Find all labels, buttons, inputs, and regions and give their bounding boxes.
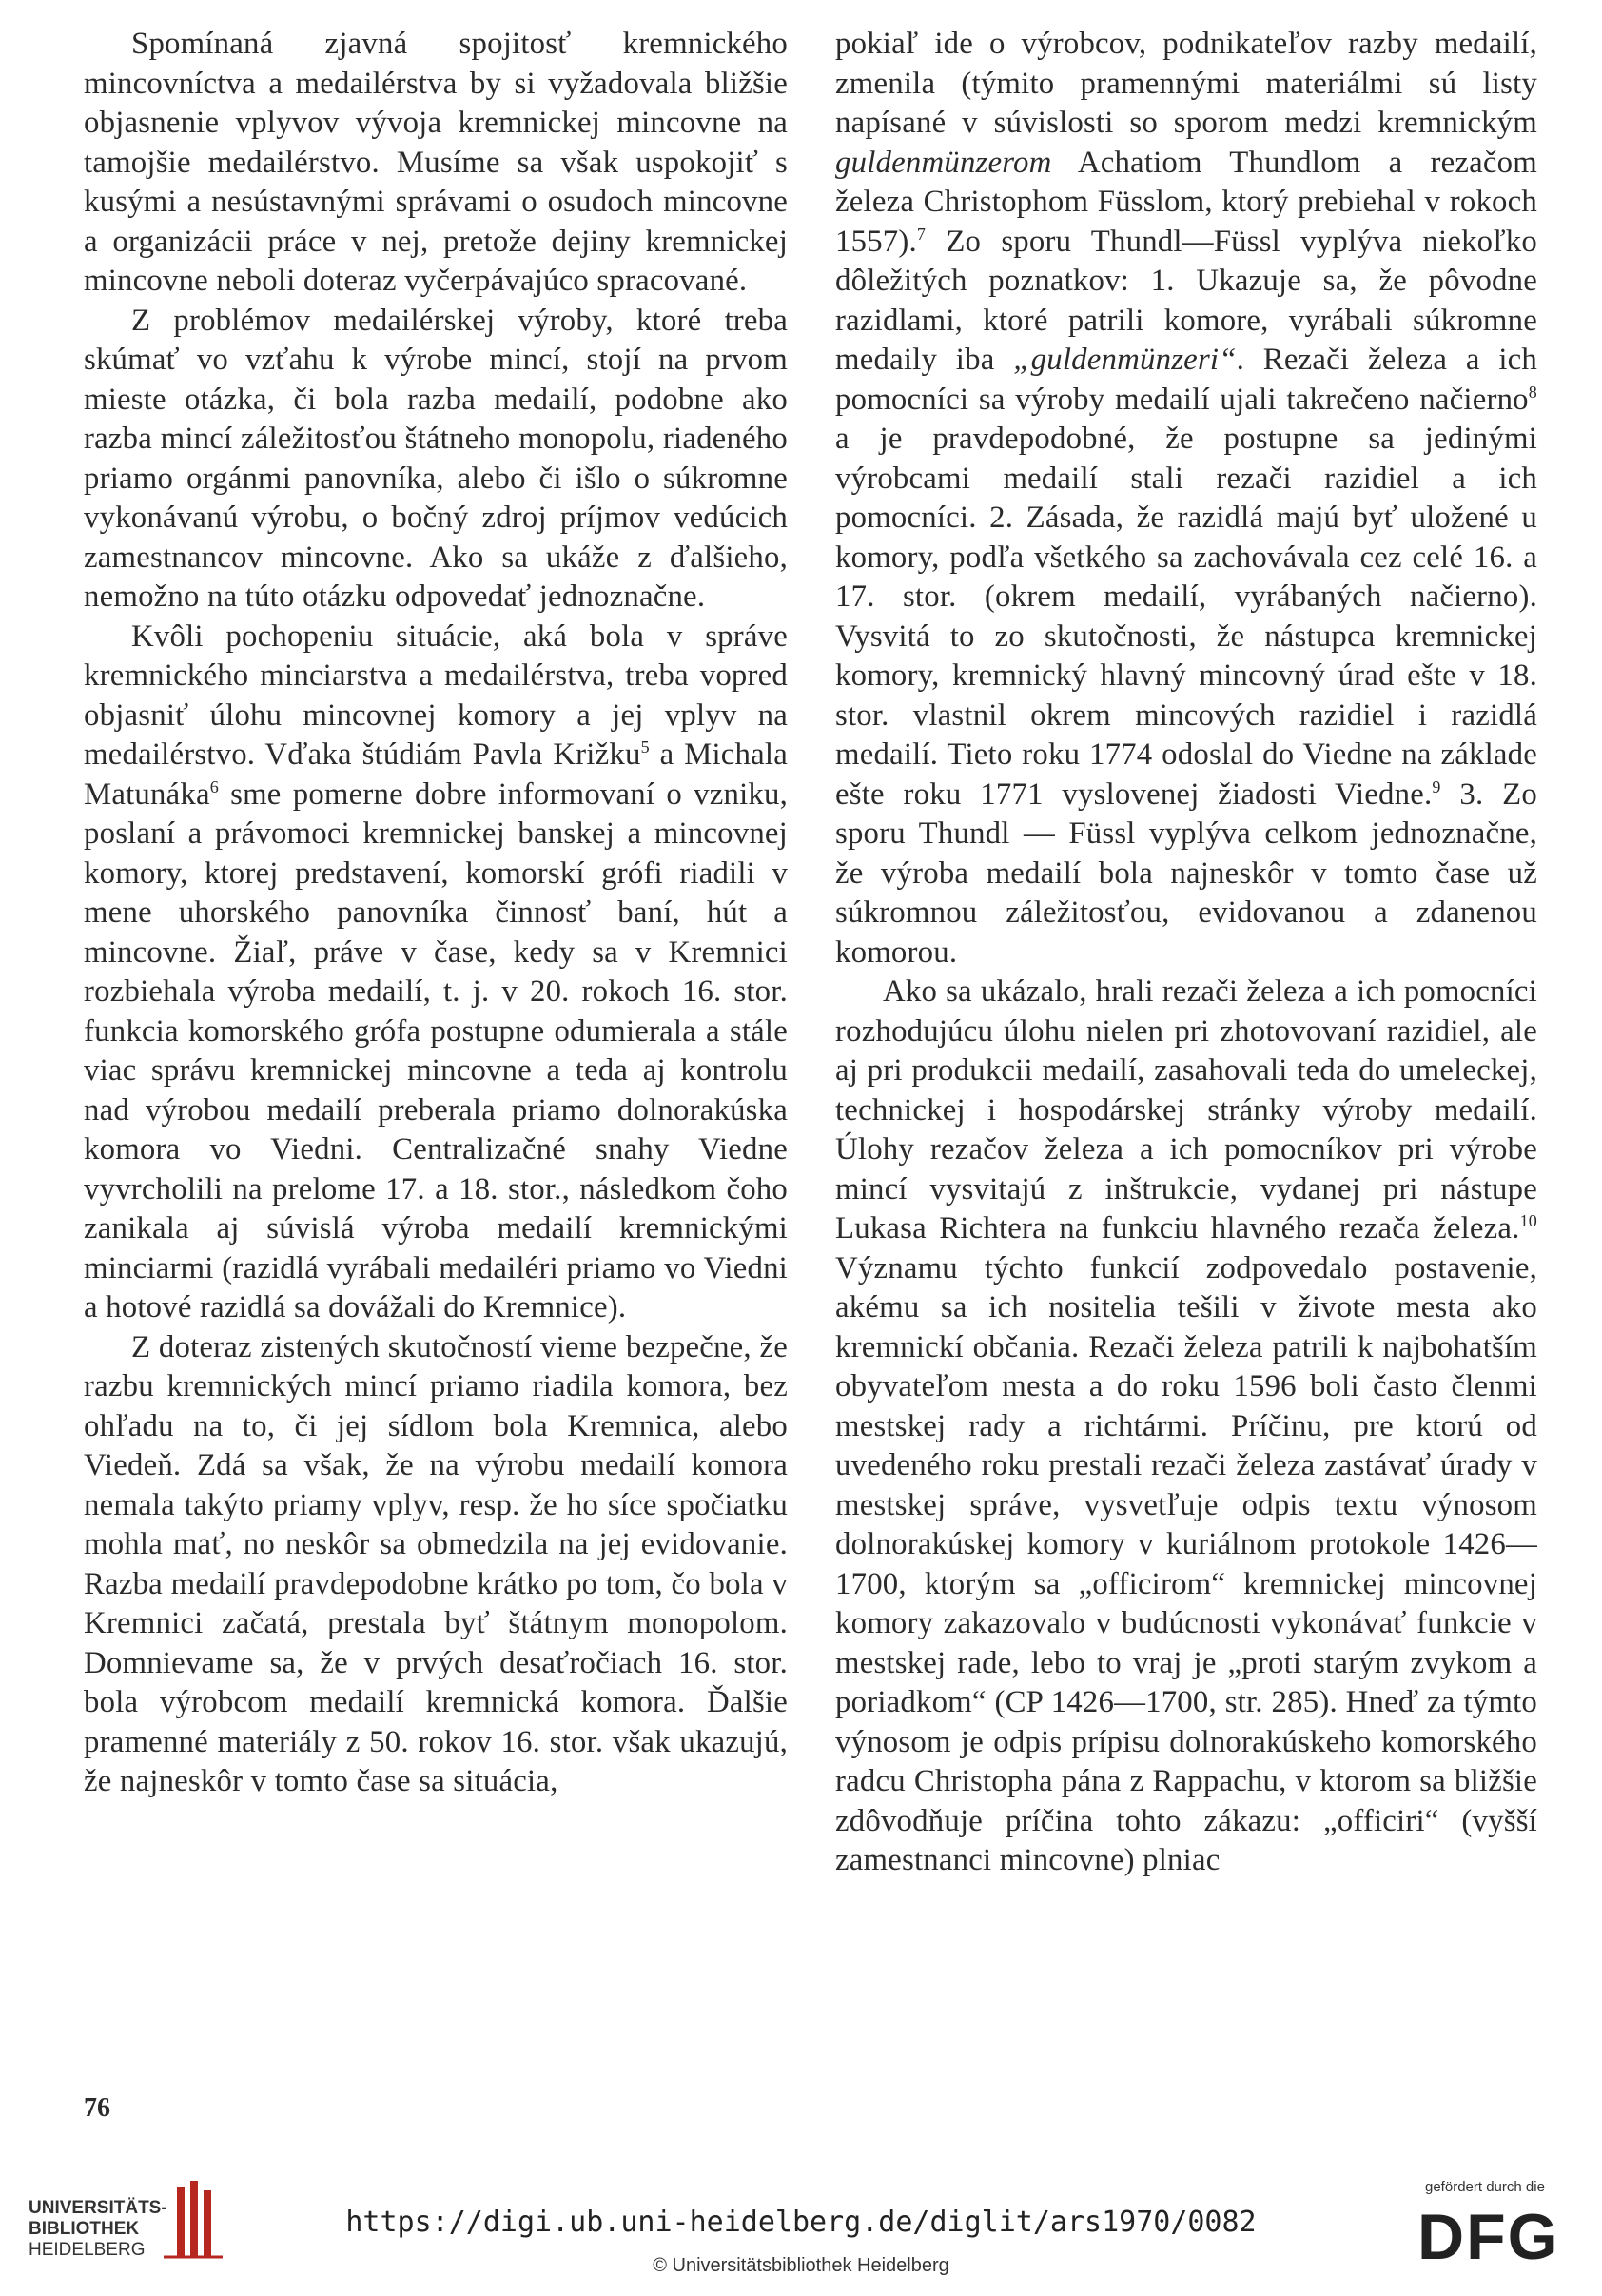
paragraph: Spomínaná zjavná spojitosť kremnického mincovníctva a medailérstva by si vyžadovala bližšie objasnenie vplyvov vývoja kremnickej mincovne na tamojšie medailérstvo. Musíme sa však uspokojiť s kusými a nesústavnými správami o osudoch mincovne a organizácii práce v nej, pretože dejiny kremnickej mincovne neboli doteraz vyčerpávajúco spracované. <box>84 27 788 298</box>
copyright-notice: © Universitätsbibliothek Heidelberg <box>653 2255 949 2276</box>
library-name-line1: UNIVERSITÄTS- <box>29 2198 167 2218</box>
funding-note: gefördert durch die <box>1425 2179 1545 2195</box>
permalink-url[interactable]: https://digi.ub.uni-heidelberg.de/diglit/ars1970/0082 <box>345 2206 1257 2239</box>
dfg-logo[interactable]: DFG <box>1417 2201 1560 2273</box>
paragraph: pokiaľ ide o výrobcov, podnikateľov razby medailí, zmenila (týmito pramennými materiálmi sú listy napísané v súvislosti so sporom medzi kremnickým guldenmünzerom Achatiom Thundlom a rezačom železa Christophom Füsslom, ktorý prebiehal v rokoch 1557).$^7$ Zo sporu Thundl—Füssl vyplýva niekoľko dôležitých poznatkov: 1. Ukazuje sa, že pôvodne razidlami, ktoré patrili komore, vyrábali súkromne medaily iba „guldenmünzeri“. Rezači železa a ich pomocníci sa výroby medailí ujali takrečeno načierno$^8$ a je pravdepodobné, že postupne sa jedinými výrobcami medailí stali rezači razidiel a ich pomocníci. 2. Zásada, že razidlá majú byť uložené u komory, podľa všetkého sa zachovávala cez celé 16. a 17. stor. (okrem medailí, vyrábaných načierno). Vysvitá to zo skutočnosti, že nástupca kremnickej komory, kremnický hlavný mincovný úrad ešte v 18. stor. vlastnil okrem mincových razidiel i razidlá medailí. Tieto roku 1774 odoslal do Viedne na základe ešte roku 1771 vyslovenej žiadosti Viedne.$^9$ 3. Zo sporu Thundl — Füssl vyplýva celkom jednoznačne, že výroba medailí bola najneskôr v tomto čase už súkromnou záležitosťou, evidovanou a zdanenou komorou. <box>835 27 1538 970</box>
library-name-line2: BIBLIOTHEK <box>29 2219 140 2239</box>
left-column <box>84 25 788 1802</box>
right-column <box>835 25 1537 1881</box>
paragraph: Z doteraz zistených skutočností vieme bezpečne, že razbu kremnických mincí priamo riadila komora, bez ohľadu na to, či jej sídlom bola Kremnica, alebo Viedeň. Zdá sa však, že na výrobu medailí komora nemala takýto priamy vplyv, resp. že ho síce spočiatku mohla mať, no neskôr sa obmedzila na jej evidovanie. Razba medailí pravdepodobne krátko po tom, čo bola v Kremnici začatá, prestala byť štátnym monopolom. Domnievame sa, že v prvých desaťročiach 16. stor. bola výrobcom medailí kremnická komora. Ďalšie pramenné materiály z 50. rokov 16. stor. však ukazujú, že najneskôr v tomto čase sa situácia, <box>84 1329 788 1798</box>
library-name-line3: HEIDELBERG <box>29 2240 146 2260</box>
page-number: 76 <box>84 2093 110 2123</box>
paragraph: Ako sa ukázalo, hrali rezači železa a ich pomocníci rozhodujúcu úlohu nielen pri zhotovovaní razidiel, ale aj pri produkcii medailí, zasahovali teda do umeleckej, technickej i hospodárskej stránky výroby medailí. Úlohy rezačov železa a ich pomocníkov pri výrobe mincí vysvitajú z inštrukcie, vydanej pri nástupe Lukasa Richtera na funkciu hlavného rezača železa.$^{10}$ Významu týchto funkcií zodpovedalo postavenie, akému sa ich nositelia tešili v živote mesta ako kremnickí občania. Rezači železa patrili k najbohatším obyvateľom mesta a do roku 1596 boli často členmi mestskej rady a richtármi. Príčinu, pre ktorú od uvedeného roku prestali rezači železa zastávať úrady v mestskej správe, vysvetľuje odpis textu výnosom dolnorakúskej komory v kuriálnom protokole 1426—1700, ktorým sa „officirom“ kremnickej mincovnej komory zakazovalo v budúcnosti vykonávať funkcie v mestskej rade, lebo to vraj je „proti starým zvykom a poriadkom“ (CP 1426—1700, str. 285). Hneď za týmto výnosom je odpis prípisu dolnorakúskeho komorského radcu Christopha pána z Rappachu, v ktorom sa bližšie zdôvodňuje príčina tohto zákazu: „officiri“ (vyšší zamestnanci mincovne) plniac <box>835 974 1537 1877</box>
paragraph: Kvôli pochopeniu situácie, aká bola v správe kremnického minciarstva a medailérstva, treba vopred objasniť úlohu mincovnej komory a jej vplyv na medailérstvo. Vďaka štúdiám Pavla Križku$^5$ a Michala Matunáka$^6$ sme pomerne dobre informovaní o vzniku, poslaní a právomoci kremnickej banskej a mincovnej komory, ktorej predstavení, komorskí grófi riadili v mene uhorského panovníka činnosť baní, hút a mincovne. Žiaľ, práve v čase, kedy sa v Kremnici rozbiehala výroba medailí, t. j. v 20. rokoch 16. stor. funkcia komorského grófa postupne odumierala a stále viac správu kremnickej mincovne a teda aj kontrolu nad výrobou medailí preberala priamo dolnorakúska komora vo Viedni. Centralizačné snahy Viedne vyvrcholili na prelome 17. a 18. stor., následkom čoho zanikala aj súvislá výroba medailí kremnickými minciarmi (razidlá vyrábali medailéri priamo vo Viedni a hotové razidlá sa dovážali do Kremnice). <box>84 618 788 1325</box>
paragraph: Z problémov medailérskej výroby, ktoré treba skúmať vo vzťahu k výrobe mincí, stojí na prvom mieste otázka, či bola razba medailí, podobne ako razba mincí záležitosťou štátneho monopolu, riadeného priamo orgánmi panovníka, alebo či išlo o súkromne vykonávanú výrobu, o bočný zdroj príjmov vedúcich zamestnancov mincovne. Ako sa ukáže z ďalšieho, nemožno na túto otázku odpovedať jednoznačne. <box>84 303 788 614</box>
